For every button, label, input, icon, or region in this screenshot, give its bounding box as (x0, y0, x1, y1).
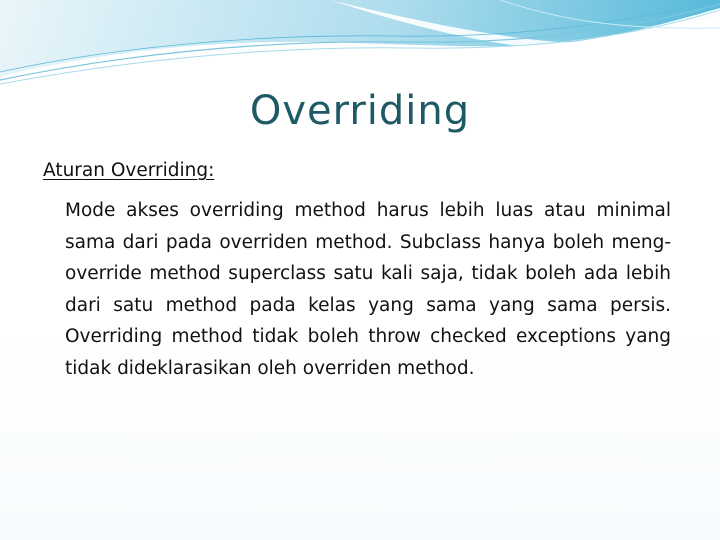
body-paragraph: Mode akses overriding method harus lebih luas atau minimal sama dari pada overriden method. Subclass hanya boleh meng-override method superclass satu kali saja, tidak boleh ada lebih dari satu method pada kelas yang sama yang sama persis. Overriding method tidak boleh throw checked exceptions yang tidak dideklarasikan oleh overriden method. (65, 200, 671, 379)
wave-banner (0, 0, 720, 90)
section-heading: Aturan Overriding: (43, 160, 215, 181)
slide-title: Overriding (249, 88, 471, 134)
